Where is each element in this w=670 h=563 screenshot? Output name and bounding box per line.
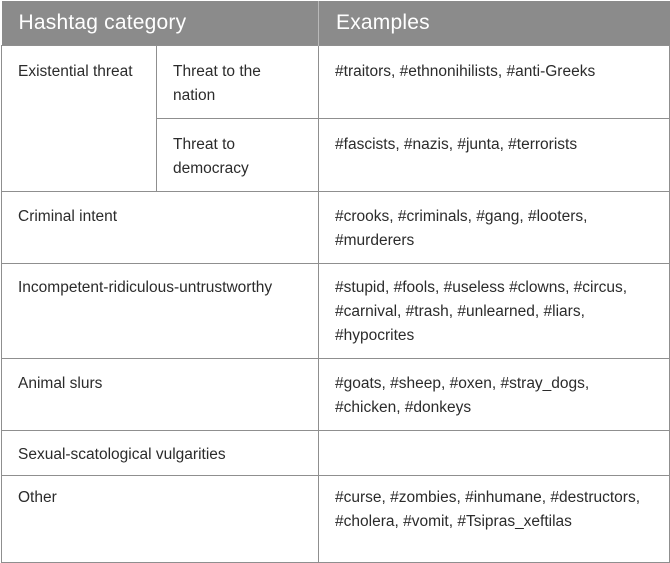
category-existential-threat: Existential threat <box>2 46 157 192</box>
examples-animal-slurs: #goats, #sheep, #oxen, #stray_dogs, #chicken, #donkeys <box>319 359 670 431</box>
table-row <box>2 46 670 119</box>
category-incompetent: Incompetent-ridiculous-untrustworthy <box>2 264 319 359</box>
table-row <box>2 192 670 264</box>
header-hashtag-category: Hashtag category <box>2 1 319 46</box>
examples-threat-to-democracy: #fascists, #nazis, #junta, #terrorists <box>319 119 670 192</box>
table-header-row <box>2 1 670 46</box>
hashtag-category-table <box>1 1 670 563</box>
table-row <box>2 264 670 359</box>
examples-other: #curse, #zombies, #inhumane, #destructors, #cholera, #vomit, #Tsipras_xeftilas <box>319 476 670 563</box>
category-criminal-intent: Criminal intent <box>2 192 319 264</box>
table-row <box>2 476 670 563</box>
header-examples: Examples <box>319 1 670 46</box>
table-row <box>2 359 670 431</box>
examples-sexual-scatological <box>319 431 670 476</box>
subcategory-threat-to-democracy: Threat to democracy <box>157 119 319 192</box>
category-other: Other <box>2 476 319 563</box>
table-row <box>2 431 670 476</box>
category-sexual-scatological: Sexual-scatological vulgarities <box>2 431 319 476</box>
subcategory-threat-to-nation: Threat to the nation <box>157 46 319 119</box>
examples-incompetent: #stupid, #fools, #useless #clowns, #circus, #carnival, #trash, #unlearned, #liars, #hypocrites <box>319 264 670 359</box>
examples-threat-to-nation: #traitors, #ethnonihilists, #anti-Greeks <box>319 46 670 119</box>
category-animal-slurs: Animal slurs <box>2 359 319 431</box>
examples-criminal-intent: #crooks, #criminals, #gang, #looters, #murderers <box>319 192 670 264</box>
